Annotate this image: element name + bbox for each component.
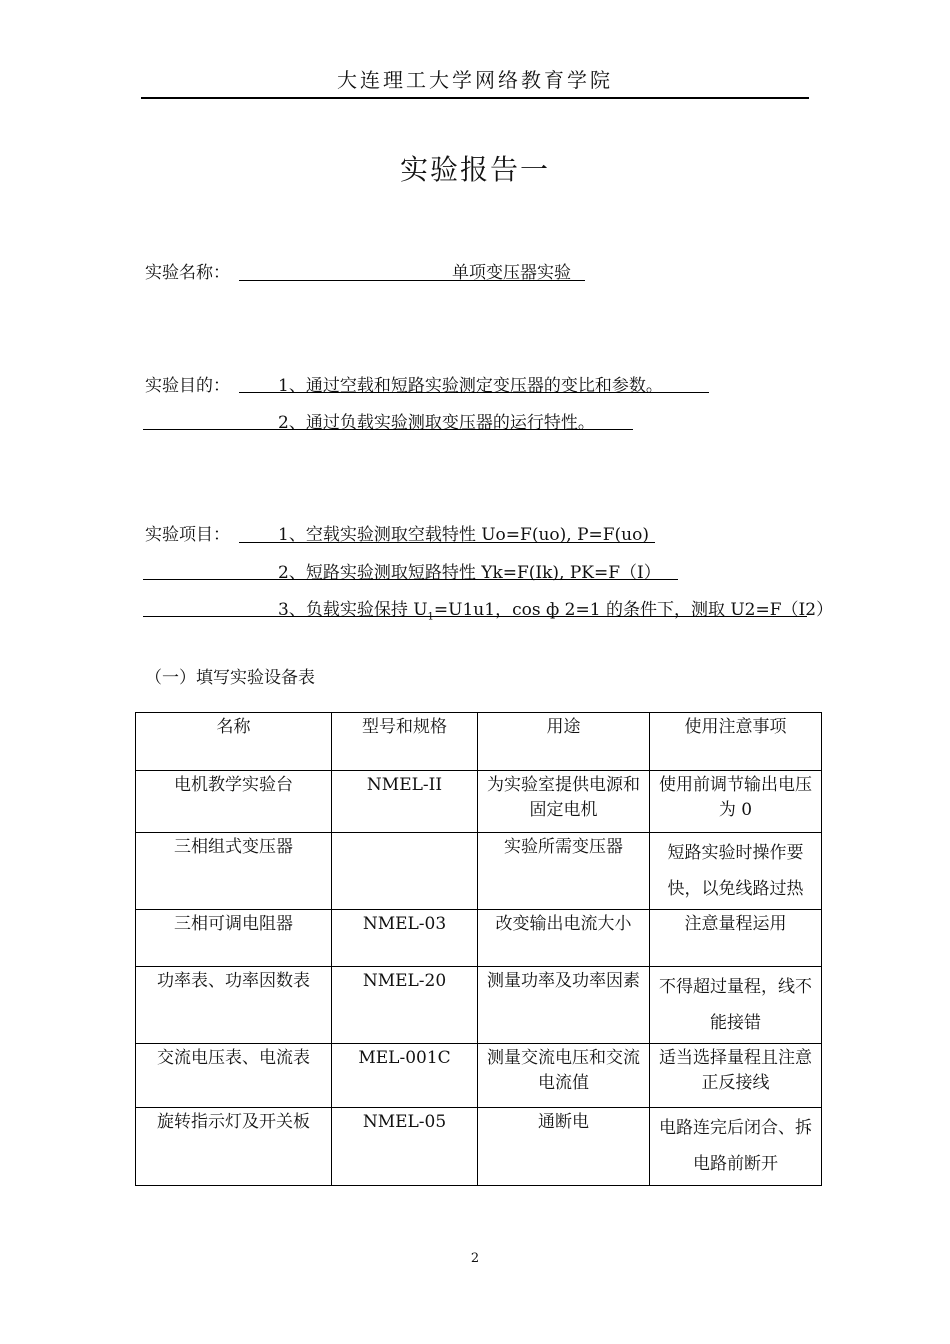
table-cell: 测量交流电压和交流电流值 <box>478 1044 650 1108</box>
experiment-name-label: 实验名称： <box>145 263 230 283</box>
objective-underline-2 <box>143 429 633 430</box>
table-cell: 为实验室提供电源和固定电机 <box>478 771 650 833</box>
project-item-2: 2、短路实验测取短路特性 Yk=F(Ik), PK=F（I） <box>278 563 661 583</box>
table-row <box>136 910 822 967</box>
table-cell: 三相组式变压器 <box>136 833 332 910</box>
report-title: 实验报告一 <box>399 153 550 186</box>
header-cell-name: 名称 <box>136 713 332 771</box>
objective-underline-1 <box>239 392 709 393</box>
project-item-3-post: =U1u1，cos ф 2=1 的条件下，测取 U2=F（I2） <box>433 600 834 620</box>
table-row <box>136 1108 822 1186</box>
table-cell <box>332 833 478 910</box>
section-title: （一）填写实验设备表 <box>145 668 315 688</box>
page-number: 2 <box>470 1251 480 1266</box>
table-cell: 三相可调电阻器 <box>136 910 332 967</box>
table-cell: 电机教学实验台 <box>136 771 332 833</box>
table-cell: 适当选择量程且注意正反接线 <box>650 1044 822 1108</box>
table-cell: 改变输出电流大小 <box>478 910 650 967</box>
table-cell: 短路实验时操作要快，以免线路过热 <box>650 833 822 910</box>
project-underline-2 <box>143 579 678 580</box>
experiment-name-underline <box>239 280 585 281</box>
table-row <box>136 967 822 1044</box>
project-item-3-pre: 3、负载实验保持 U <box>278 600 428 620</box>
table-cell: 注意量程运用 <box>650 910 822 967</box>
project-item-3 <box>278 595 833 622</box>
table-cell: 测量功率及功率因素 <box>478 967 650 1044</box>
table-row <box>136 771 822 833</box>
table-row <box>136 1044 822 1108</box>
header-cell-purpose: 用途 <box>478 713 650 771</box>
table-row <box>136 833 822 910</box>
table-cell: 不得超过量程，线不能接错 <box>650 967 822 1044</box>
project-item-3-subscript: 1 <box>427 611 434 623</box>
objective-item-2: 2、通过负载实验测取变压器的运行特性。 <box>278 413 595 433</box>
table-cell: MEL-001C <box>332 1044 478 1108</box>
table-cell: 旋转指示灯及开关板 <box>136 1108 332 1186</box>
table-cell: NMEL-05 <box>332 1108 478 1186</box>
equipment-table <box>135 712 822 1186</box>
project-underline-1 <box>239 542 655 543</box>
project-item-1: 1、空载实验测取空载特性 Uo=F(uo), P=F(uo) <box>278 525 650 545</box>
institution-header: 大连理工大学网络教育学院 <box>337 68 613 92</box>
header-rule <box>141 97 809 99</box>
table-cell: NMEL-II <box>332 771 478 833</box>
header-cell-notes: 使用注意事项 <box>650 713 822 771</box>
table-cell: 通断电 <box>478 1108 650 1186</box>
table-cell: NMEL-03 <box>332 910 478 967</box>
table-cell: 电路连完后闭合、拆电路前断开 <box>650 1108 822 1186</box>
table-header-row <box>136 713 822 771</box>
project-underline-3 <box>143 616 807 617</box>
header-cell-model: 型号和规格 <box>332 713 478 771</box>
table-cell: 交流电压表、电流表 <box>136 1044 332 1108</box>
table-cell: 实验所需变压器 <box>478 833 650 910</box>
table-cell: 功率表、功率因数表 <box>136 967 332 1044</box>
objective-label: 实验目的： <box>145 376 230 396</box>
projects-label: 实验项目： <box>145 525 230 545</box>
table-cell: 使用前调节输出电压为 0 <box>650 771 822 833</box>
objective-item-1: 1、通过空载和短路实验测定变压器的变比和参数。 <box>278 376 663 396</box>
table-cell: NMEL-20 <box>332 967 478 1044</box>
experiment-name-value: 单项变压器实验 <box>452 263 571 283</box>
